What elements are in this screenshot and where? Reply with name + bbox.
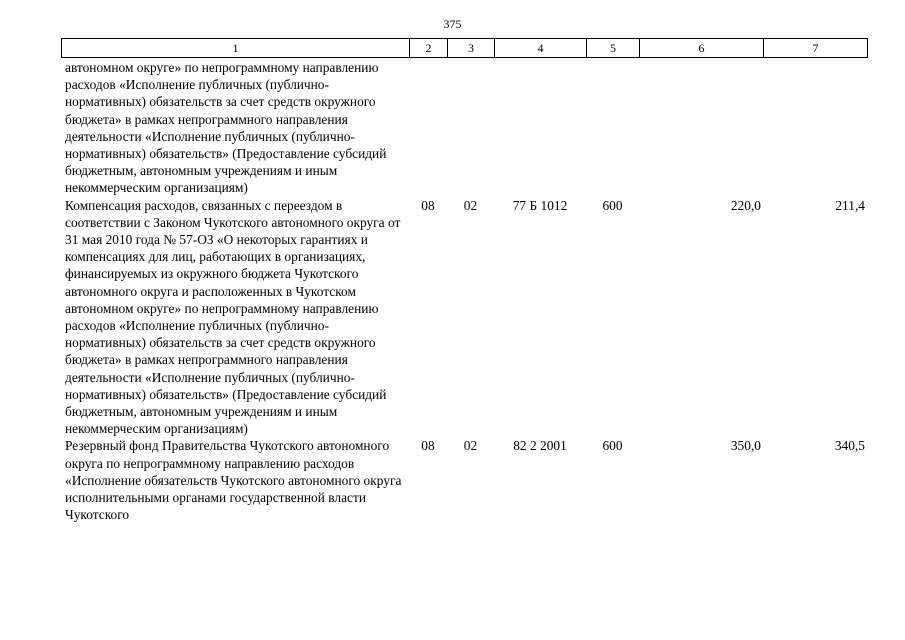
row-target-article xyxy=(494,59,586,197)
row-expense-type xyxy=(586,59,639,197)
row-actual-amount: 340,5 xyxy=(834,438,865,454)
table-row xyxy=(61,197,867,438)
row-section: 08 xyxy=(421,197,435,213)
row-description: Компенсация расходов, связанных с переездом в соответствии с Законом Чукотского автономного округа от 31 мая 2010 года № 57-ОЗ «О некоторых гарантиях и компенсациях для лиц, работающих в организациях, финансируемых из окружного бюджета Чукотского автономного округа и расположенных в Чукотском автономном округе» по непрограммному направлению расходов «Исполнение публичных (публично-нормативных) обязательств за счет средств окружного бюджета» в рамках непрограммного направления деятельности «Исполнение публичных (публично-нормативных) обязательств» (Предоставление субсидий бюджетным, автономным учреждениям и иным некоммерческим организациям) xyxy=(65,197,401,437)
row-expense-type: 600 xyxy=(602,197,623,213)
row-target-article: 77 Б 1012 xyxy=(512,197,568,213)
table-row xyxy=(61,59,867,197)
row-target-article: 82 2 2001 xyxy=(513,438,567,454)
row-description: автономном округе» по непрограммному направлению расходов «Исполнение публичных (публично-нормативных) обязательств за счет средств окружного бюджета» в рамках непрограммного направления деятельности «Исполнение публичных (публично-нормативных) обязательств» (Предоставление субсидий бюджетным, автономным учреждениям и иным некоммерческим организациям) xyxy=(65,60,387,196)
header-col-7: 7 xyxy=(764,39,868,58)
row-expense-type: 600 xyxy=(602,438,623,454)
row-section: 08 xyxy=(421,438,435,454)
page-number: 375 xyxy=(443,17,462,31)
header-col-4: 4 xyxy=(495,39,587,58)
row-planned-amount: 350,0 xyxy=(730,438,761,454)
header-row xyxy=(62,39,868,58)
row-description: Резервный фонд Правительства Чукотского автономного округа по непрограммному направлению расходов «Исполнение обязательств Чукотского автономного округа исполнительными органами государственной власти Чукотского xyxy=(65,438,402,523)
row-planned-amount xyxy=(639,59,763,197)
row-section xyxy=(409,59,447,197)
row-actual-amount xyxy=(763,59,867,197)
table-row xyxy=(61,437,867,523)
budget-table xyxy=(61,59,867,523)
header-col-1: 1 xyxy=(62,39,410,58)
row-actual-amount: 211,4 xyxy=(835,197,865,213)
row-planned-amount: 220,0 xyxy=(730,197,761,213)
column-number-header xyxy=(61,38,868,58)
row-subsection: 02 xyxy=(463,197,478,213)
row-subsection xyxy=(447,59,494,197)
row-subsection: 02 xyxy=(463,438,478,454)
header-col-5: 5 xyxy=(587,39,640,58)
header-col-6: 6 xyxy=(640,39,764,58)
header-col-2: 2 xyxy=(410,39,448,58)
header-col-3: 3 xyxy=(448,39,495,58)
